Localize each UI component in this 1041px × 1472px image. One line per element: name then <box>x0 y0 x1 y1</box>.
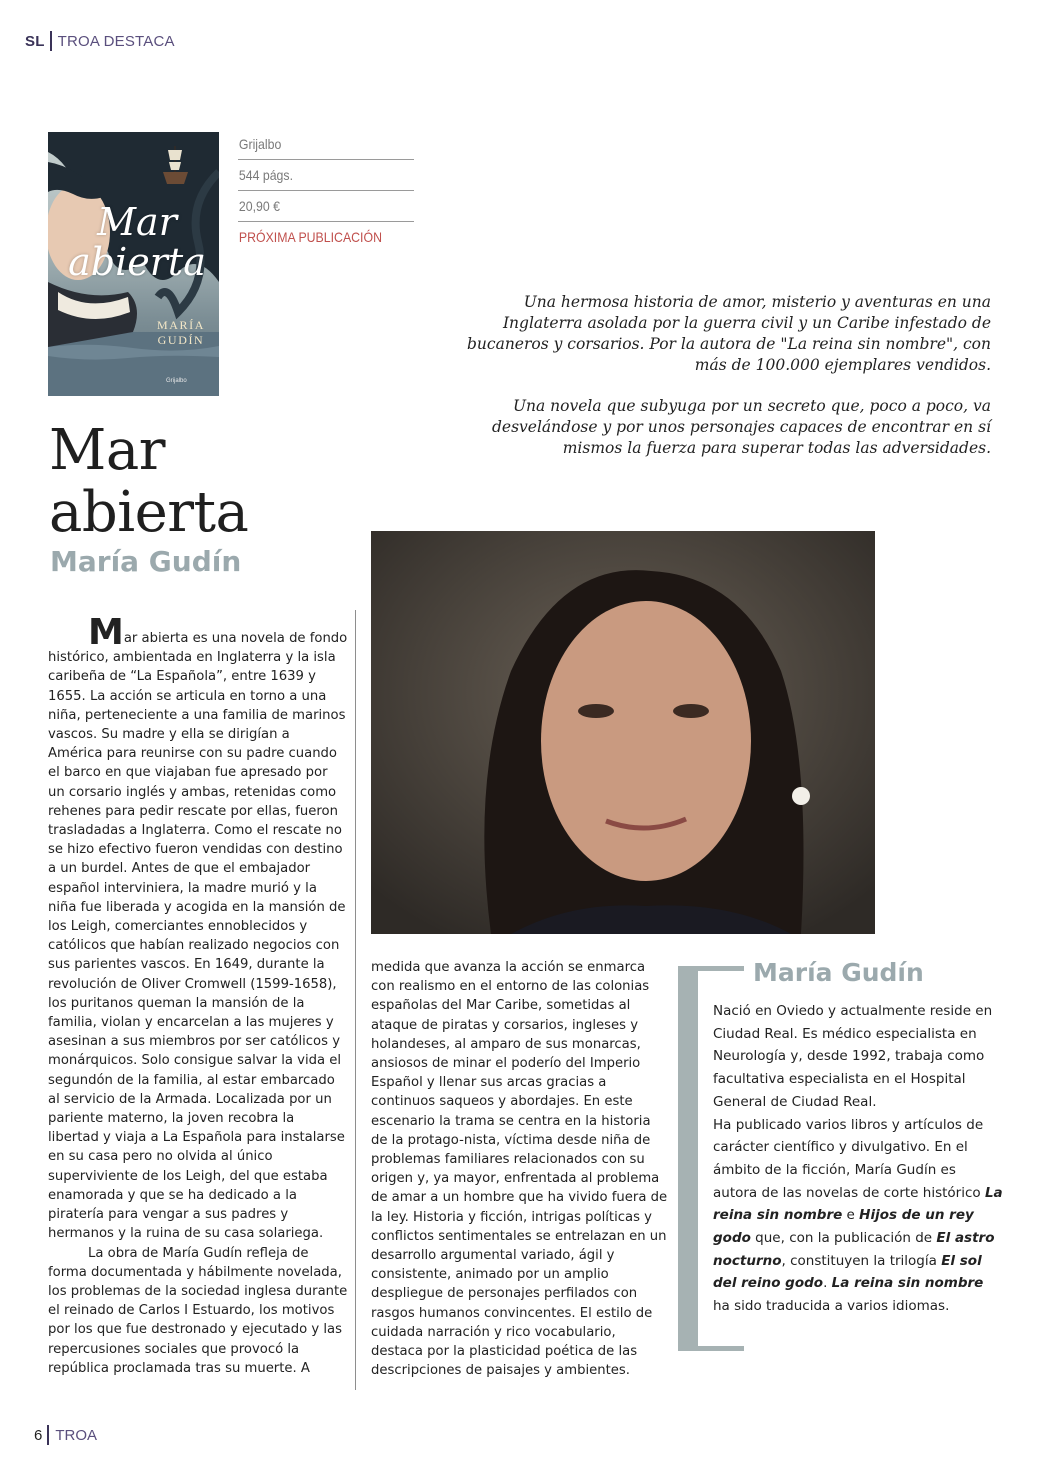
paragraph-3: medida que avanza la acción se enmarca con realismo en el entorno de las colonias españolas del Mar Caribe, sometidas al ataque de piratas y corsarios, ingleses y holandeses, al amparo de sus monarcas, ansiosos de minar el poderío del Imperio Español y llenar sus arcas gracias a continuos saqueos y abordajes. En este escenario la trama se centra en la historia de la protago-nista, víctima desde niña de problemas familiares relacionados con su origen y, ya mayor, enfrentada al problema de amar a un hombre que ha vivido fuera de la ley. Historia y ficción, intrigas políticas y conflictos sentimentales se entrelazan en un desarrollo argumental variado, ágil y consistente, animado por un amplio despliegue de personajes perfilados con rasgos humanos convincentes. El estilo de cuidada narración y rico vocabulario, destaca por la plasticidad poética de las descripciones de paisajes y ambientes. <box>371 960 668 1379</box>
cover-publisher: Grijalbo <box>166 378 187 384</box>
header-divider <box>50 31 52 51</box>
bio-paragraph-1: Nació en Oviedo y actualmente reside en Ciudad Real. Es médico especialista en Neurología y, desde 1992, trabaja como facultativa especialista en el Hospital General de Ciudad Real. <box>713 1003 993 1110</box>
section-code: SL <box>25 32 45 50</box>
book-cover <box>48 132 219 396</box>
paragraph-2: La obra de María Gudín refleja de forma documentada y hábilmente novelada, los problemas de la sociedad inglesa durante el reinado de Carlos I Estuardo, los motivos por los que fue destronado y ejecutado y las repercusiones sociales que provocó la república proclamada tras su muerte. A <box>48 1245 348 1376</box>
article-column-1 <box>48 612 348 1378</box>
page-count: 544 págs. <box>238 160 414 191</box>
article-column-2 <box>371 958 671 1380</box>
author-photo <box>371 531 875 934</box>
publisher: Grijalbo <box>238 129 414 160</box>
article-author: María Gudín <box>50 545 242 578</box>
page-number: 6 <box>34 1426 43 1444</box>
footer-divider <box>47 1425 49 1445</box>
trilogy-title-ref: El sol del reino godo <box>713 1252 982 1292</box>
section-label: TROA DESTACA <box>57 32 175 50</box>
drop-cap: M <box>88 612 124 653</box>
book-title-ref: El astro nocturno <box>713 1230 995 1269</box>
book-title-ref: La reina sin nombre <box>713 1184 1003 1224</box>
column-divider <box>355 610 356 1390</box>
quote-paragraph-1: Una hermosa historia de amor, misterio y aventuras en una Inglaterra asolada por la guerra civil y un Caribe infestado de bucaneros y corsarios. Por la autora de "La reina sin nombre", con más de 100.000 ejemplares vendidos. <box>467 293 991 374</box>
cover-title: Mar abierta <box>68 200 206 284</box>
book-title-ref: Hijos de un rey godo <box>713 1207 974 1247</box>
cover-author: MARÍA GUDÍN <box>156 318 205 347</box>
bio-heading: María Gudín <box>753 958 924 987</box>
price: 20,90 € <box>238 191 414 222</box>
paragraph-1: Mar abierta es una novela de fondo histórico, ambientada en Inglaterra y la isla caribeña de “La Española”, entre 1639 y 1655. La acción se articula en torno a una niña, perteneciente a una familia de marinos vascos. Su madre y ella se dirigían a América para reunirse con su padre cuando el barco en que viajaban fue apresado por un corsario inglés y ambas, retenidas como rehenes para pedir rescate por ellas, fueron trasladadas a Inglaterra. Como el rescate no se hizo efectivo fueron vendidas con destino a un burdel. Antes de que el embajador español interviniera, la madre murió y la niña fue liberada y acogida en la mansión de los Leigh, comerciantes ennoblecidos y católicos que habían realizado negocios con sus parientes vascos. En 1649, durante la revolución de Oliver Cromwell (1599-1658), los puritanos queman la mansión de la familia, violan y encarcelan a las mujeres y asesinan a sus miembros por ser católicos y monárquicos. Solo consigue salvar la vida el segundón de la familia, al estar embarcado al servicio de la Armada. Localizada por un pariente materno, la joven recobra la libertad y viaja a La Española para instalarse en su casa pero no olvida al único superviviente de los Leigh, del que estaba enamorada y que se ha dedicado a la piratería para vengar a sus padres y hermanos y la ruina de su casa solariega. <box>48 612 348 1242</box>
footer-label: TROA <box>55 1426 98 1444</box>
publication-status: PRÓXIMA PUBLICACIÓN <box>238 229 382 245</box>
article-title: Mar abierta <box>49 418 249 545</box>
bio-paragraph-2: Ha publicado varios libros y artículos de carácter científico y divulgativo. En el ámbito de la ficción, María Gudín es autora de las novelas de corte histórico La reina sin nombre e Hijos de un rey godo que, con la publicación de El astro nocturno, constituyen la trilogía El sol del reino godo. La reina sin nombre ha sido traducida a varios idiomas. <box>713 1116 1003 1315</box>
quote-paragraph-2: Una novela que subyuga por un secreto que, poco a poco, va desvelándose y por unos personajes capaces de encontrar en sí mismos la fuerza para superar todas las adversidades. <box>492 397 991 457</box>
book-info <box>238 129 414 252</box>
running-footer <box>34 1425 97 1445</box>
pull-quote <box>446 292 991 479</box>
book-title-ref: La reina sin nombre <box>831 1275 984 1292</box>
author-bio <box>713 1000 1003 1318</box>
running-header <box>25 31 175 51</box>
